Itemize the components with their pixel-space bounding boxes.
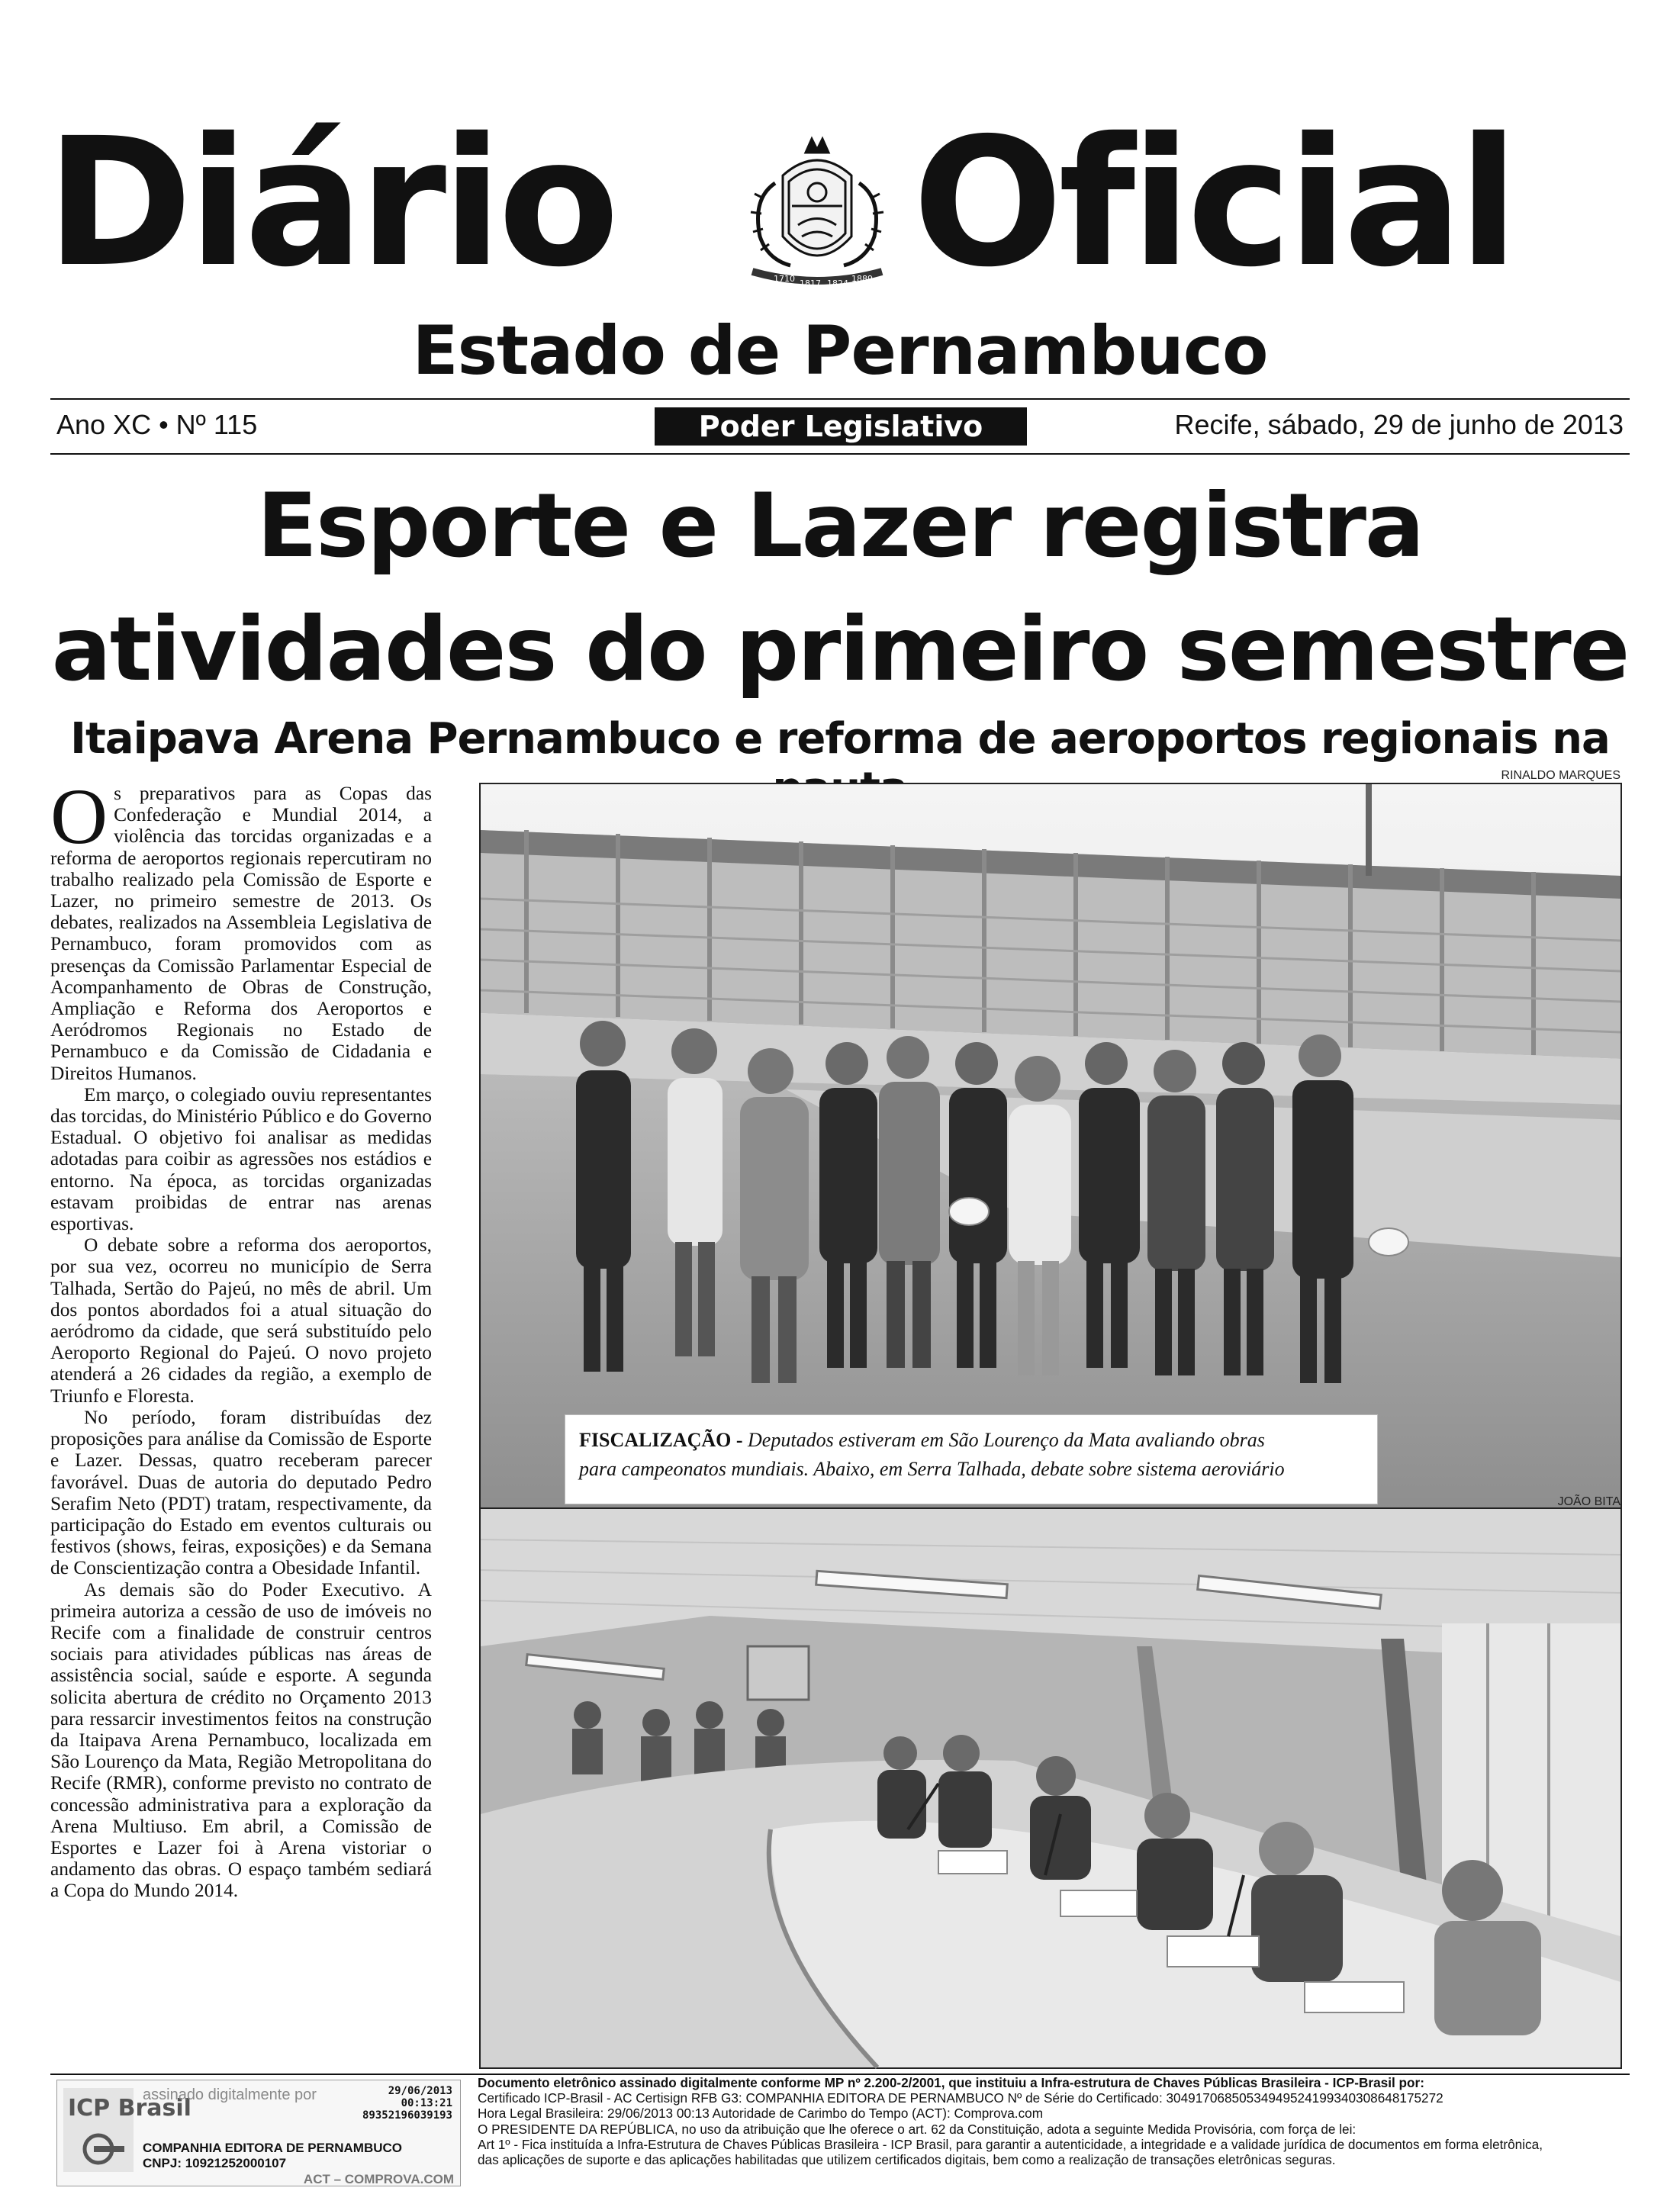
headline-line-1: Esporte e Lazer registra: [256, 475, 1424, 578]
icp-brasil-logo-icon: [63, 2088, 191, 2172]
digital-signature-box: [56, 2080, 461, 2186]
masthead-title-right: Oficial: [912, 100, 1514, 306]
masthead-subtitle: Estado de Pernambuco: [412, 311, 1268, 390]
caption-label: FISCALIZAÇÃO -: [579, 1429, 748, 1451]
issue-number: Ano XC • Nº 115: [56, 409, 258, 440]
signature-serial: 89352196039193: [362, 2109, 452, 2122]
crest-year-3: 1824: [827, 278, 848, 288]
legal-line-5: Art 1º - Fica instituída a Infra-Estrutura de Chaves Públicas Brasileira - ICP Brasil, para garantir a autenticidade, a integridade e a validade jurídica de documentos em forma eletrônica,: [478, 2136, 1543, 2152]
photo-credit-top: RINALDO MARQUES: [1501, 769, 1620, 782]
article-paragraph: Os preparativos para as Copas das Confederação e Mundial 2014, a violência das torcidas organizadas e a reforma de aeroportos regionais repercutiram no trabalho realizado pela Comissão de Esporte e Lazer, no primeiro semestre de 2013. Os debates, realizados na Assembleia Legislativa de Pernambuco, foram promovidos com as presenças da Comissão Parlamentar Especial de Acompanhamento de Obras de Construção, Ampliação e Reforma dos Aeroportos e Aeródromos Regionais no Estado de Pernambuco e da Comissão de Cidadania e Direitos Humanos.: [50, 773, 432, 1084]
masthead-bottom-rule: [50, 453, 1630, 455]
legal-line-6: das aplicações de suporte e das aplicações habilitadas que utilizem certificados digitais, bem como a realização de transações eletrônicas seguras.: [478, 2152, 1336, 2168]
masthead: [0, 0, 1680, 427]
masthead-top-rule: [50, 398, 1630, 400]
signature-company: COMPANHIA EDITORA DE PERNAMBUCO: [143, 2141, 403, 2155]
section-label: Poder Legislativo: [655, 407, 1027, 446]
legal-line-4: O PRESIDENTE DA REPÚBLICA, no uso da atribuição que lhe oferece o art. 62 da Constituição, adota a seguinte Medida Provisória, com força de lei:: [478, 2121, 1357, 2137]
drop-cap: O: [50, 773, 108, 861]
legal-line-2: Certificado ICP-Brasil - AC Certisign RFB G3: COMPANHIA EDITORA DE PERNAMBUCO Nº de Série do Certificado: 304917068505349495241993403086481752​72: [478, 2090, 1443, 2106]
caption-line-1: Deputados estiveram em São Lourenço da Mata avaliando obras: [748, 1429, 1265, 1451]
signature-date: 29/06/2013: [388, 2085, 452, 2097]
crest-year-1: 1710: [774, 274, 795, 284]
masthead-title-left: Diário: [46, 100, 615, 306]
crest-year-2: 1817: [800, 278, 821, 288]
legal-line-1: Documento eletrônico assinado digitalmente conforme MP nº 2.200-2/2001, que instituiu a Infra-estrutura de Chaves Públicas Brasileira - ICP-Brasil por:: [478, 2075, 1424, 2090]
article-body: [50, 773, 432, 1902]
meeting-photo: [479, 1507, 1622, 2069]
legal-line-3: Hora Legal Brasileira: 29/06/2013 00:13 Autoridade de Carimbo do Tempo (ACT): Comprova.com: [478, 2106, 1044, 2122]
publication-date: Recife, sábado, 29 de junho de 2013: [1174, 409, 1624, 440]
headline-deck: Itaipava Arena Pernambuco e reforma de aeroportos regionais na: [70, 714, 1610, 764]
svg-text:ICP Brasil: ICP Brasil: [68, 2095, 191, 2122]
signature-cnpj: CNPJ: 10921252000107: [143, 2156, 287, 2170]
stadium-group-image: [481, 784, 1620, 1512]
caption-line-2: para campeonatos mundiais. Abaixo, em Serra Talhada, debate sobre sistema aeroviário: [579, 1458, 1285, 1480]
article-paragraph: Em março, o colegiado ouviu representantes das torcidas, do Ministério Público e do Governo Estadual. O objetivo foi analisar as medidas adotadas para coibir as agressões nos estádios e entorno. Na época, as torcidas organizadas estavam proibidas de entrar nas arenas esportivas.: [50, 1083, 432, 1235]
signature-act: ACT – COMPROVA.COM: [303, 2172, 454, 2186]
meeting-room-image: [481, 1509, 1620, 2067]
article-paragraph: O debate sobre a reforma dos aeroportos, por sua vez, ocorreu no município de Serra Talhada, Sertão do Pajeú, no mês de abril. Um dos pontos abordados foi a atual situação do aeródromo da cidade, que será substituído pelo Aeroporto Regional do Pajeú. O novo projeto atenderá a 26 cidades da região, a exemplo de Triunfo e Floresta.: [50, 1234, 432, 1407]
signature-timestamp: [362, 2085, 452, 2122]
coat-of-arms-icon: [729, 130, 905, 298]
article-paragraph: As demais são do Poder Executivo. A primeira autoriza a cessão de uso de imóveis no Recife com a finalidade de construir centros sociais para atividades públicas nas áreas de assistência social, saúde e esporte. A segunda solicita abertura de crédito no Orçamento 2013 para ressarcir investimentos feitos na construção da Itaipava Arena Pernambuco, localizada em São Lourenço da Mata, Região Metropolitana do Recife (RMR), conforme previsto no contrato de concessão administrativa para a exploração da Arena Multiuso. Em abril, a Comissão de Esportes e Lazer foi à Arena vistoriar o andamento das obras. O espaço também sediará a Copa do Mundo 2014.: [50, 1578, 432, 1902]
article-paragraph: No período, foram distribuídas dez proposições para análise da Comissão de Esporte e Lazer. Dessas, quatro receberam parecer favorável. Duas de autoria do deputado Pedro Serafim Neto (PDT) tratam, respectivamente, da participação do Estado em eventos culturais ou festivos (shows, feiras, exposições) e da Semana de Conscientização contra a Obesidade Infantil.: [50, 1406, 432, 1579]
legal-notice: [478, 2075, 1637, 2167]
stadium-photo: [479, 783, 1622, 1514]
photo-credit-bottom: JOÃO BITA: [1557, 1495, 1620, 1508]
signature-label: assinado digitalmente por: [143, 2086, 317, 2103]
headline-line-2: atividades do primeiro semestre: [51, 598, 1629, 701]
photo-caption: [565, 1414, 1378, 1504]
signature-time: 00:13:21: [401, 2097, 452, 2109]
crest-year-4: 1889: [851, 274, 873, 284]
